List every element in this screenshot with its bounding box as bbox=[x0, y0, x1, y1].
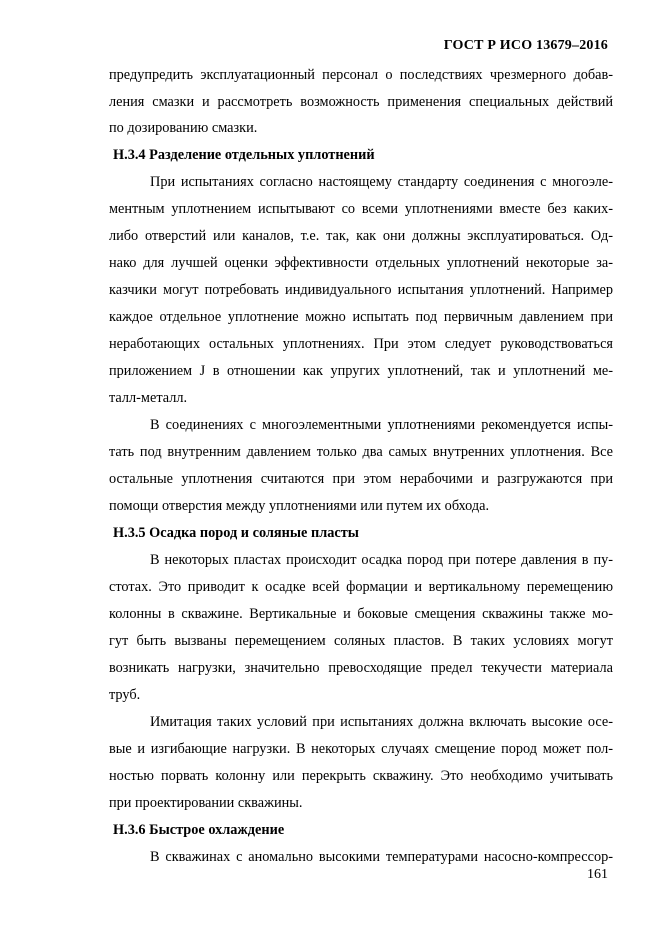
paragraph-line: казчики могут потребовать индивидуального испытания уплотнений. Например bbox=[109, 282, 613, 298]
paragraph-line: при проектировании скважины. bbox=[109, 795, 303, 811]
paragraph-line: тать под внутренним давлением только два самых внутренних уплотнения. Все bbox=[109, 444, 613, 460]
paragraph-line: нако для лучшей оценки эффективности отдельных уплотнений некоторые за- bbox=[109, 255, 613, 271]
paragraph-line: В соединениях с многоэлементными уплотнениями рекомендуется испы- bbox=[150, 417, 613, 433]
section-heading: Н.3.6 Быстрое охлаждение bbox=[113, 822, 285, 838]
paragraph-line: ления смазки и рассмотреть возможность применения специальных действий bbox=[109, 94, 613, 110]
paragraph-line: предупредить эксплуатационный персонал о последствиях чрезмерного добав- bbox=[109, 67, 613, 83]
paragraph-line: приложением J в отношении как упругих уплотнений, так и уплотнений ме- bbox=[109, 363, 613, 379]
paragraph-line: В скважинах с аномально высокими температурами насосно-компрессор- bbox=[150, 849, 613, 865]
paragraph-line: по дозированию смазки. bbox=[109, 120, 258, 136]
paragraph-line: ностью порвать колонну или перекрыть скважину. Это необходимо учитывать bbox=[109, 768, 613, 784]
paragraph-line: колонны в скважине. Вертикальные и боковые смещения скважины также мо- bbox=[109, 606, 613, 622]
paragraph-line: неработающих остальных уплотнениях. При этом следует руководствоваться bbox=[109, 336, 613, 352]
paragraph-line: возникать нагрузки, значительно превосходящие предел текучести материала bbox=[109, 660, 613, 676]
paragraph-line: стотах. Это приводит к осадке всей формации и вертикальному перемещению bbox=[109, 579, 613, 595]
paragraph-line: либо отверстий или каналов, т.е. так, как они должны эксплуатироваться. Од- bbox=[109, 228, 613, 244]
paragraph-line: талл-металл. bbox=[109, 390, 188, 406]
paragraph-line: остальные уплотнения считаются при этом нерабочими и разгружаются при bbox=[109, 471, 613, 487]
paragraph-line: труб. bbox=[109, 687, 141, 703]
page-number: 161 bbox=[587, 867, 608, 882]
paragraph-line: каждое отдельное уплотнение можно испытать под первичным давлением при bbox=[109, 309, 613, 325]
paragraph-line: гут быть вызваны перемещением соляных пластов. В таких условиях могут bbox=[109, 633, 613, 649]
paragraph-line: В некоторых пластах происходит осадка пород при потере давления в пу- bbox=[150, 552, 613, 568]
section-heading: Н.3.4 Разделение отдельных уплотнений bbox=[113, 147, 375, 163]
paragraph-line: ментным уплотнением испытывают со всеми уплотнениями вместе без каких- bbox=[109, 201, 613, 217]
paragraph-line: При испытаниях согласно настоящему стандарту соединения с многоэле- bbox=[150, 174, 613, 190]
section-heading: Н.3.5 Осадка пород и соляные пласты bbox=[113, 525, 359, 541]
paragraph-line: помощи отверстия между уплотнениями или путем их обхода. bbox=[109, 498, 490, 514]
document-header: ГОСТ Р ИСО 13679–2016 bbox=[443, 38, 608, 53]
paragraph-line: Имитация таких условий при испытаниях должна включать высокие осе- bbox=[150, 714, 613, 730]
paragraph-line: вые и изгибающие нагрузки. В некоторых случаях смещение пород может пол- bbox=[109, 741, 613, 757]
